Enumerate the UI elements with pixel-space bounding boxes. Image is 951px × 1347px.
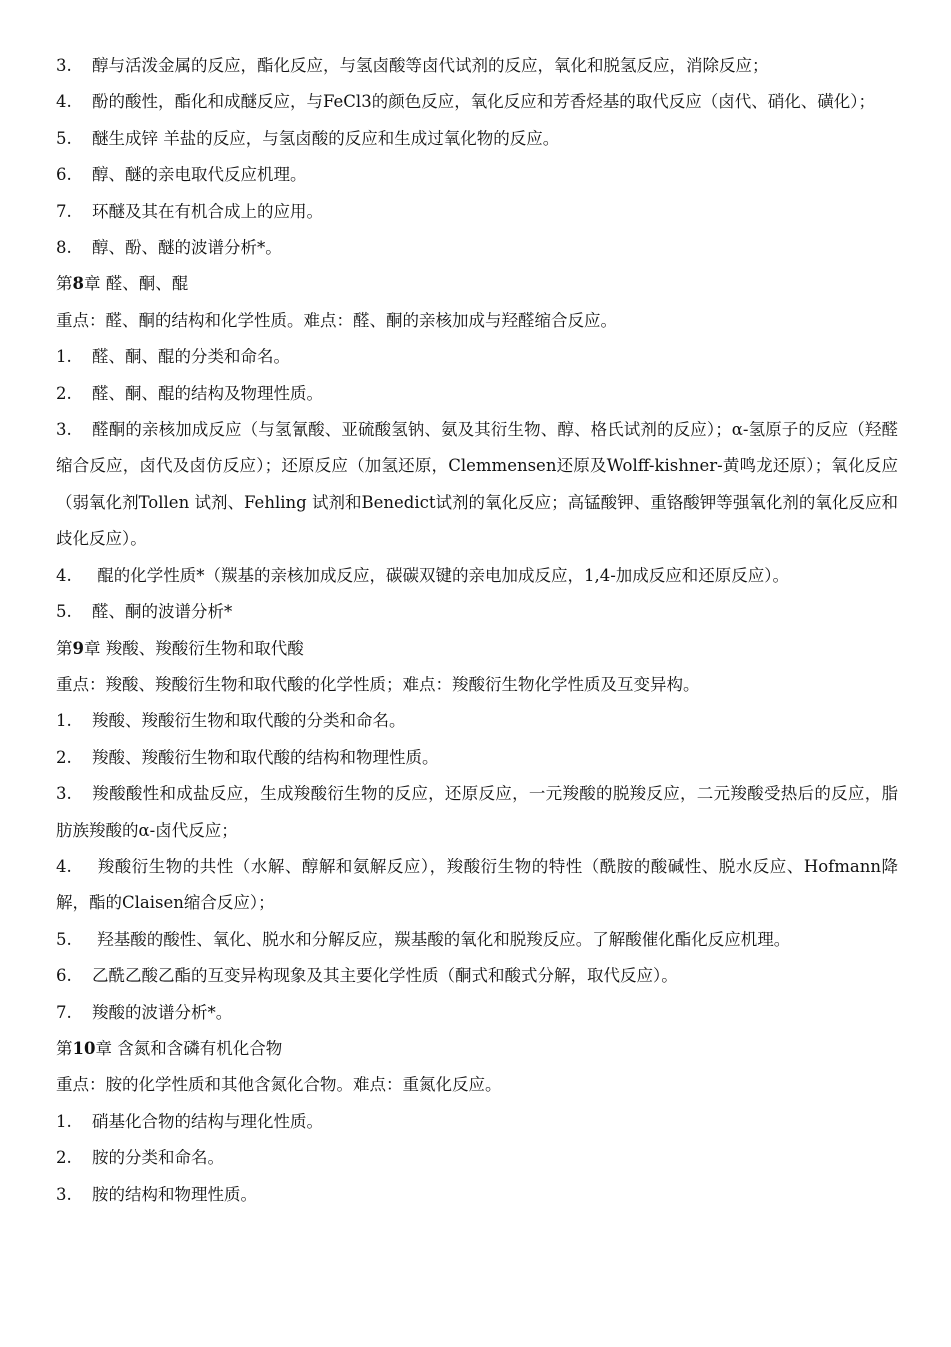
item-text: 醛、酮、醌的结构及物理性质。 — [92, 383, 323, 403]
item-number: 7. — [56, 201, 72, 221]
item-text: 硝基化合物的结构与理化性质。 — [92, 1111, 323, 1131]
item-text: 羧酸衍生物的共性（水解、醇解和氨解反应），羧酸衍生物的特性（酰胺的酸碱性、脱水反应、Hofmann降解，酯的Claisen缩合反应）； — [56, 856, 898, 913]
list-item — [56, 194, 898, 230]
list-item — [56, 1177, 898, 1213]
list-item — [56, 230, 898, 266]
item-text: 醚生成锌 羊盐的反应，与氢卤酸的反应和生成过氧化物的反应。 — [92, 128, 560, 148]
item-number: 6. — [56, 966, 72, 986]
item-number: 2. — [56, 383, 72, 403]
chapter-prefix: 第 — [56, 1038, 73, 1058]
item-text: 羧酸、羧酸衍生物和取代酸的结构和物理性质。 — [92, 747, 439, 767]
list-item — [56, 558, 898, 594]
chapter-prefix: 第 — [56, 274, 73, 294]
item-number: 3. — [56, 1184, 72, 1204]
item-number: 5. — [56, 128, 72, 148]
list-item — [56, 594, 898, 630]
list-item — [56, 376, 898, 412]
item-text: 醌的化学性质*（羰基的亲核加成反应，碳碳双键的亲电加成反应，1,4-加成反应和还原反应）。 — [92, 565, 790, 585]
item-text: 醛酮的亲核加成反应（与氢氰酸、亚硫酸氢钠、氨及其衍生物、醇、格氏试剂的反应）；α-氢原子的反应（羟醛缩合反应，卤代及卤仿反应）；还原反应（加氢还原，Clemmensen还原及Wolff-kishner-黄鸣龙还原）；氧化反应（弱氧化剂Tollen 试剂、Fehling 试剂和Benedict试剂的氧化反应；高锰酸钾、重铬酸钾等强氧化剂的氧化反应和歧化反应）。 — [56, 420, 898, 549]
list-item — [56, 412, 898, 558]
item-number: 2. — [56, 1148, 72, 1168]
item-text: 羟基酸的酸性、氧化、脱水和分解反应，羰基酸的氧化和脱羧反应。了解酸催化酯化反应机理。 — [92, 929, 791, 949]
item-text: 羧酸、羧酸衍生物和取代酸的分类和命名。 — [92, 711, 406, 731]
list-item — [56, 1104, 898, 1140]
item-number: 3. — [56, 56, 72, 75]
item-text: 酚的酸性，酯化和成醚反应，与FeCl3的颜色反应，氧化反应和芳香烃基的取代反应（卤代、硝化、磺化）； — [92, 92, 875, 112]
list-item — [56, 1140, 898, 1176]
list-item — [56, 776, 898, 849]
list-item — [56, 84, 898, 120]
item-text: 环醚及其在有机合成上的应用。 — [92, 201, 323, 221]
chapter-number: 10 — [72, 1038, 96, 1058]
item-number: 4. — [56, 92, 72, 112]
list-item — [56, 922, 898, 958]
item-number: 1. — [56, 711, 72, 731]
item-number: 6. — [56, 165, 72, 185]
chapter-prefix: 第 — [56, 638, 73, 658]
item-number: 8. — [56, 238, 72, 258]
item-text: 羧酸酸性和成盐反应，生成羧酸衍生物的反应，还原反应，一元羧酸的脱羧反应，二元羧酸受热后的反应，脂肪族羧酸的α-卤代反应； — [56, 784, 898, 840]
list-item — [56, 157, 898, 193]
list-item — [56, 121, 898, 157]
item-number: 3. — [56, 784, 72, 804]
item-text: 胺的分类和命名。 — [92, 1148, 224, 1168]
item-number: 3. — [56, 420, 72, 440]
chapter-title: 章 羧酸、羧酸衍生物和取代酸 — [83, 638, 304, 658]
item-text: 醛、酮的波谱分析* — [92, 602, 233, 622]
chapter-heading — [56, 1031, 898, 1067]
item-number: 4. — [56, 856, 72, 876]
item-text: 醇与活泼金属的反应，酯化反应，与氢卤酸等卤代试剂的反应，氧化和脱氢反应，消除反应； — [92, 56, 769, 75]
item-text: 醛、酮、醌的分类和命名。 — [92, 347, 290, 367]
item-number: 4. — [56, 565, 72, 585]
chapter-title: 章 含氮和含磷有机化合物 — [95, 1038, 283, 1058]
chapter-number: 8 — [72, 274, 84, 294]
item-number: 1. — [56, 1111, 72, 1131]
list-item — [56, 703, 898, 739]
list-item — [56, 339, 898, 375]
list-item — [56, 849, 898, 922]
list-item — [56, 48, 898, 84]
item-number: 5. — [56, 929, 72, 949]
chapter-heading — [56, 631, 898, 667]
key-points: 重点：醛、酮的结构和化学性质。难点：醛、酮的亲核加成与羟醛缩合反应。 — [56, 310, 617, 330]
item-text: 羧酸的波谱分析*。 — [92, 1002, 233, 1022]
item-number: 2. — [56, 747, 72, 767]
item-text: 醇、醚的亲电取代反应机理。 — [92, 165, 307, 185]
document-page — [56, 48, 898, 1213]
list-item — [56, 995, 898, 1031]
item-number: 7. — [56, 1002, 72, 1022]
key-points: 重点：羧酸、羧酸衍生物和取代酸的化学性质；难点：羧酸衍生物化学性质及互变异构。 — [56, 674, 700, 694]
item-text: 醇、酚、醚的波谱分析*。 — [92, 238, 282, 258]
list-item — [56, 740, 898, 776]
chapter-title: 章 醛、酮、醌 — [83, 274, 189, 294]
item-number: 1. — [56, 347, 72, 367]
item-text: 乙酰乙酸乙酯的互变异构现象及其主要化学性质（酮式和酸式分解，取代反应）。 — [92, 966, 678, 986]
chapter-heading — [56, 266, 898, 302]
item-text: 胺的结构和物理性质。 — [92, 1184, 257, 1204]
key-points: 重点：胺的化学性质和其他含氮化合物。难点：重氮化反应。 — [56, 1075, 502, 1095]
list-item — [56, 958, 898, 994]
chapter-number: 9 — [72, 638, 84, 658]
item-number: 5. — [56, 602, 72, 622]
